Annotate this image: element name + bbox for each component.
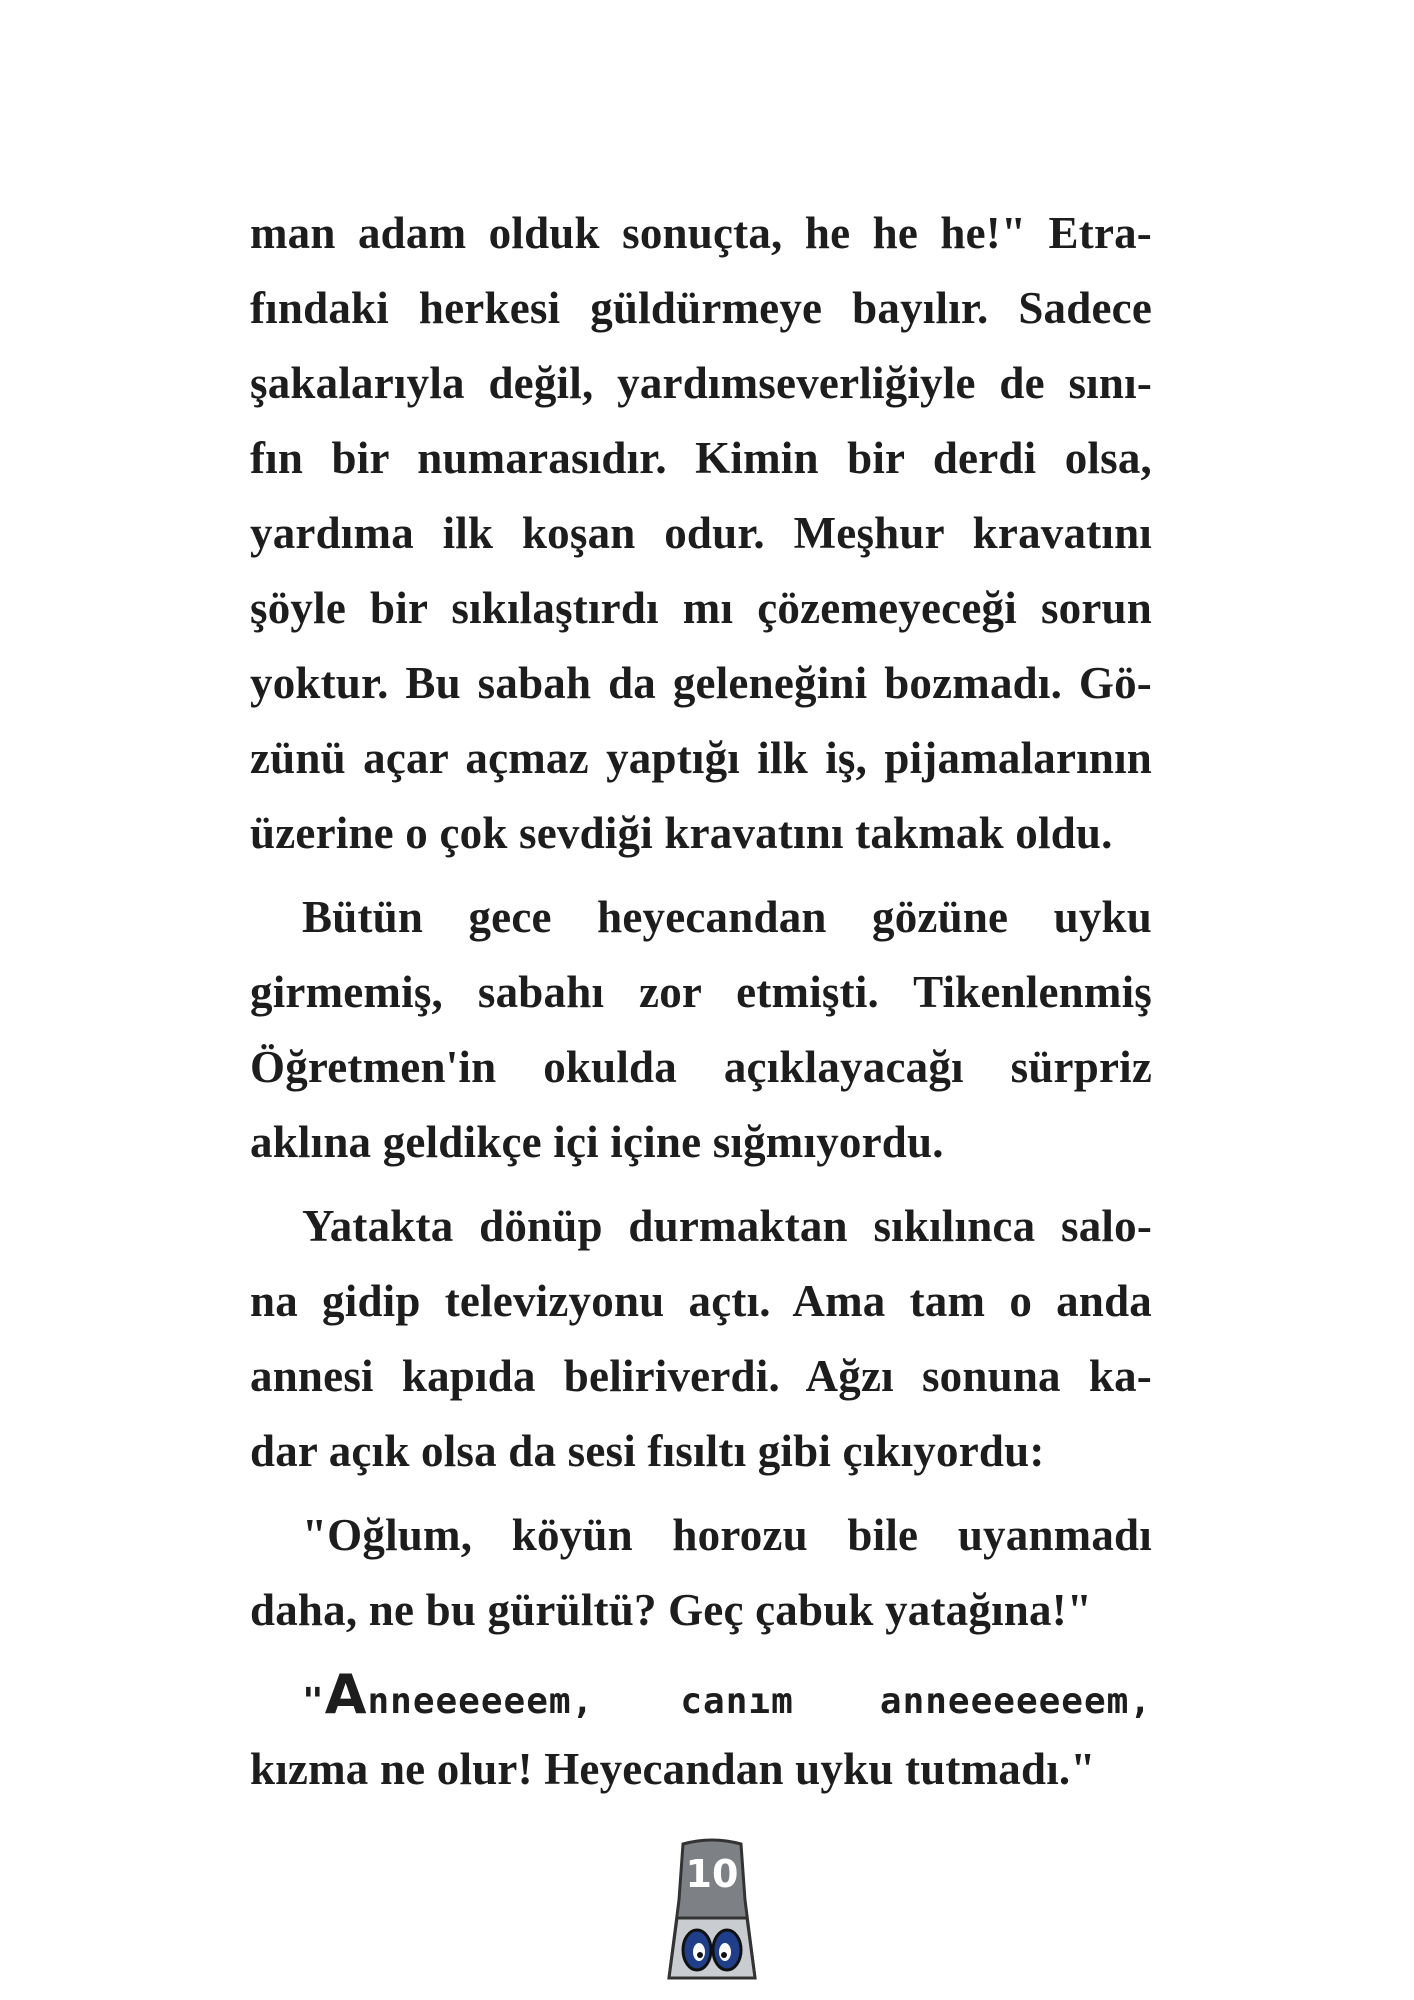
text-line: yardıma ilk koşan odur. Meşhur kravatını (250, 508, 1152, 558)
text-block (250, 196, 1152, 1648)
text-line: na gidip televizyonu açtı. Ama tam o anda (250, 1276, 1152, 1326)
text-line: annesi kapıda beliriverdi. Ağzı sonuna ka- (250, 1351, 1152, 1401)
paragraph (250, 1498, 1152, 1648)
text-line: "Oğlum, köyün horozu bile uyanmadı (302, 1510, 1152, 1560)
text-line: man adam olduk sonuçta, he he he!" Etra- (250, 208, 1152, 258)
text-line: zünü açar açmaz yaptığı ilk iş, pijamalarının (250, 733, 1152, 783)
text-line: Bütün gece heyecandan gözüne uyku (302, 892, 1152, 942)
text-line: Yatakta dönüp durmaktan sıkılınca salo- (302, 1201, 1152, 1251)
text-line: yoktur. Bu sabah da geleneğini bozmadı. Gö- (250, 658, 1152, 708)
closing-line: kızma ne olur! Heyecandan uyku tutmadı." (250, 1744, 1096, 1794)
shout-capital: A (324, 1663, 368, 1726)
text-line: fın bir numarasıdır. Kimin bir derdi olsa, (250, 433, 1152, 483)
text-line: daha, ne bu gürültü? Geç çabuk yatağına!" (250, 1585, 1093, 1635)
page-number-badge (665, 1838, 759, 1984)
page-body (250, 196, 1152, 1807)
shout-quote: " (302, 1681, 325, 1722)
text-line: girmemiş, sabahı zor etmişti. Tikenlenmiş (250, 967, 1152, 1017)
text-line: fındaki herkesi güldürmeye bayılır. Sadece (250, 283, 1152, 333)
text-line: aklına geldikçe içi içine sığmıyordu. (250, 1117, 944, 1167)
paragraph (250, 196, 1152, 871)
text-line: şöyle bir sıkılaştırdı mı çözemeyeceği sorun (250, 583, 1152, 633)
text-line: şakalarıyla değil, yardımseverliğiyle de sını- (250, 358, 1152, 408)
paragraph (250, 1189, 1152, 1489)
text-line: üzerine o çok sevdiği kravatını takmak oldu. (250, 808, 1113, 858)
shout-text: nneeeeeem, canım anneeeeeeem, (367, 1681, 1152, 1722)
page-number: 10 (685, 1852, 739, 1896)
text-line: dar açık olsa da sesi fısıltı gibi çıkıyordu: (250, 1426, 1045, 1476)
text-line: Öğretmen'in okulda açıklayacağı sürpriz (250, 1042, 1152, 1092)
shout-line (250, 1657, 1152, 1732)
paragraph (250, 880, 1152, 1180)
